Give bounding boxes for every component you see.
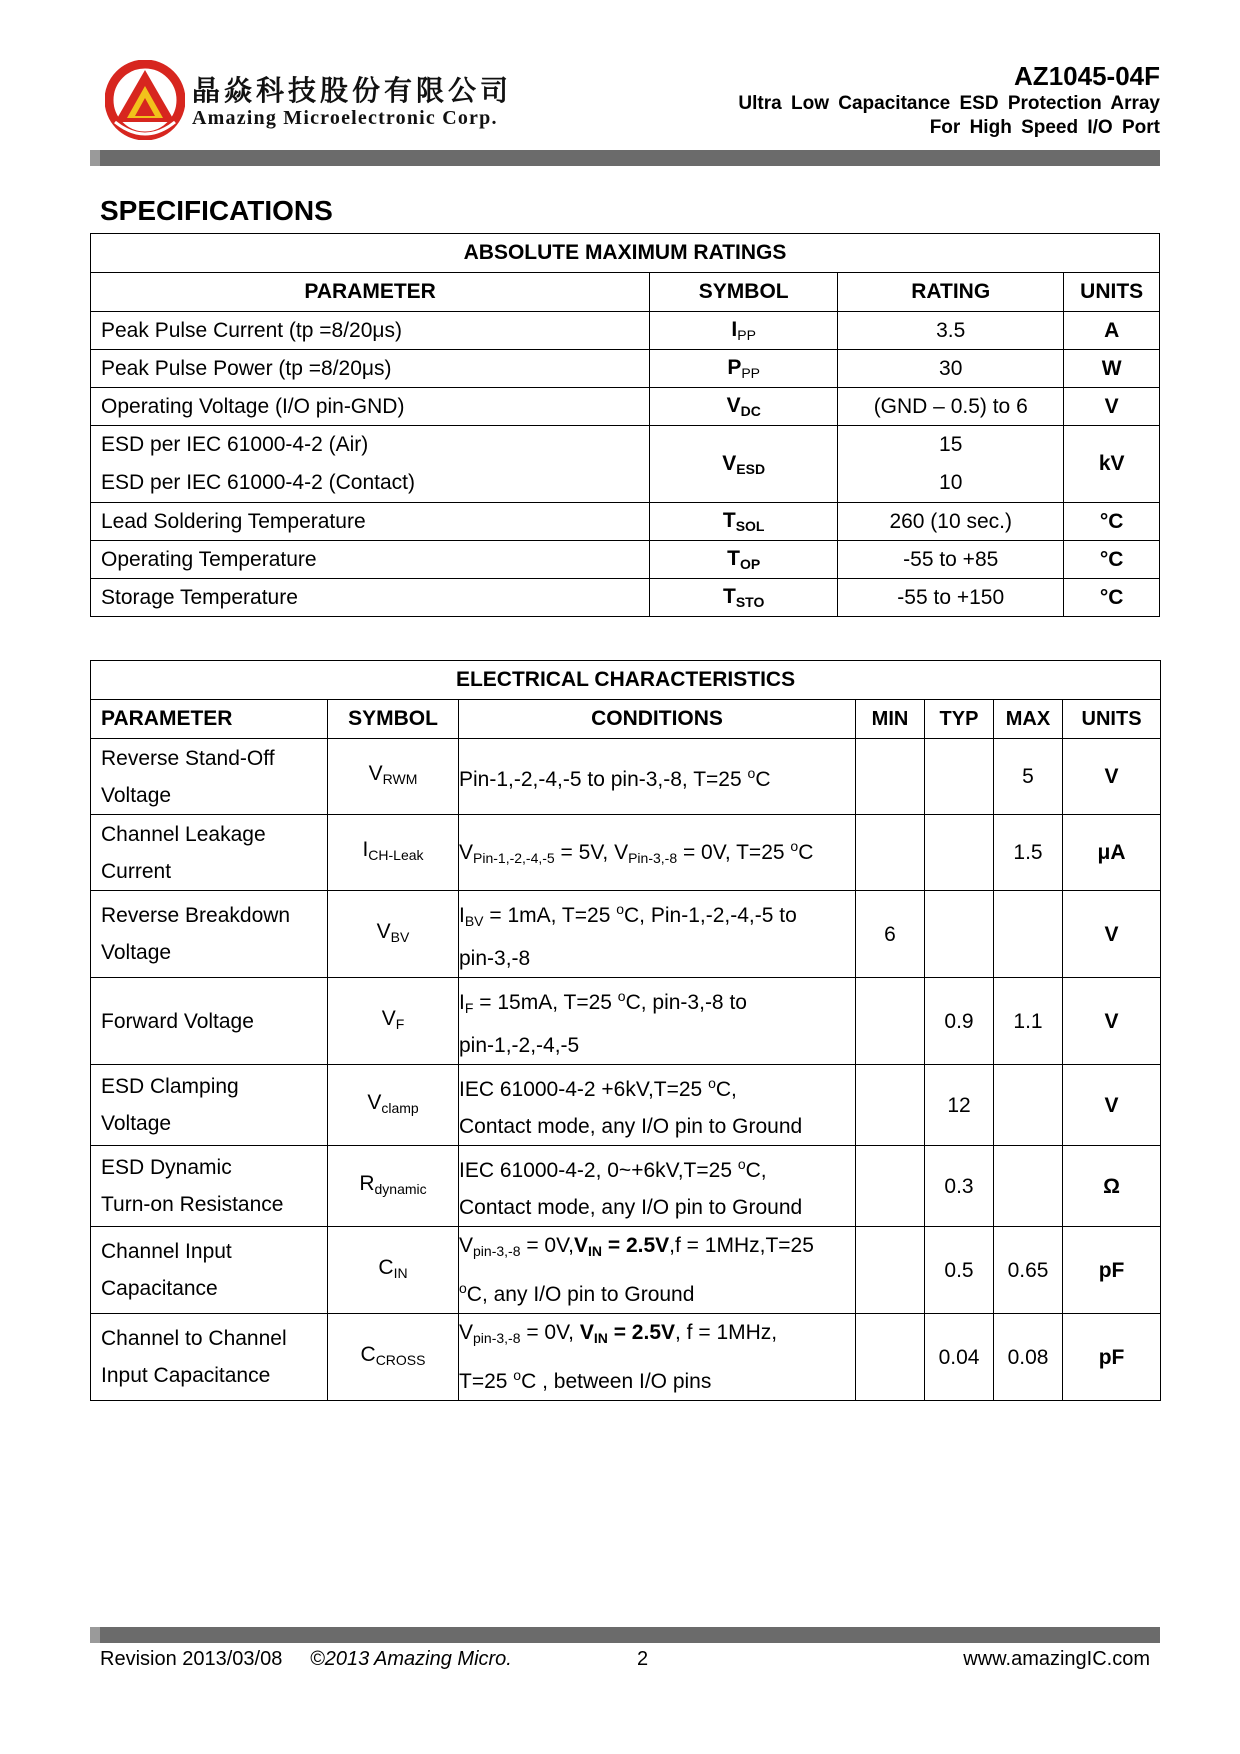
conditions-cell: $I_{BV} = 1mA$, T=25 $^o$C, Pin-1,-2,-4,-5 to pin-3,-8 [459,891,856,978]
table-row [91,503,1160,541]
parameter-cell: ESD Clamping Voltage [91,1065,328,1146]
table-row [91,739,1161,815]
conditions-cell: IEC 61000-4-2 +6kV,T=25 $^o$C, Contact mode, any I/O pin to Ground [459,1065,856,1146]
column-header-typ: TYP [925,700,994,739]
table-row [91,1146,1161,1227]
max-cell: 0.08 [994,1314,1063,1401]
rating-cell: 30 [838,350,1064,388]
parameter-cell: Operating Temperature [91,541,650,579]
table-row [91,579,1160,617]
typ-cell: 0.9 [925,978,994,1065]
unit-cell: μA [1063,815,1161,891]
parameter-cell: Peak Pulse Power (tp =8/20μs) [91,350,650,388]
subtitle-line-1: Ultra Low Capacitance ESD Protection Array [738,93,1160,114]
unit-cell: V [1064,388,1160,426]
conditions-cell: IEC 61000-4-2, 0~+6kV,T=25 $^o$C, Contact mode, any I/O pin to Ground [459,1146,856,1227]
min-cell [856,1314,925,1401]
table-row [91,312,1160,350]
column-header-units: UNITS [1063,700,1161,739]
table-row [91,815,1161,891]
min-cell [856,1065,925,1146]
symbol-cell: $C_{IN}$ [328,1227,459,1314]
typ-cell [925,815,994,891]
symbol-cell: VESD [650,426,838,503]
unit-cell: °C [1064,541,1160,579]
header-divider-bar [90,150,1160,166]
symbol-cell: $C_{CROSS}$ [328,1314,459,1401]
rating-cell: (GND – 0.5) to 6 [838,388,1064,426]
symbol-cell: $R_{dynamic}$ [328,1146,459,1227]
symbol-cell: TOP [650,541,838,579]
min-cell [856,1227,925,1314]
unit-cell: °C [1064,503,1160,541]
unit-cell: A [1064,312,1160,350]
symbol-cell: TSTO [650,579,838,617]
company-name-english: Amazing Microelectronic Corp. [192,107,498,129]
table-row [91,388,1160,426]
symbol-cell: TSOL [650,503,838,541]
table-caption: ABSOLUTE MAXIMUM RATINGS [91,234,1160,273]
min-cell [856,739,925,815]
header-title-block [738,60,1160,140]
column-header-units: UNITS [1064,273,1160,312]
unit-cell: V [1063,891,1161,978]
typ-cell: 12 [925,1065,994,1146]
page-number: 2 [637,1648,649,1670]
symbol-cell: $V_{RWM}$ [328,739,459,815]
parameter-cell: Peak Pulse Current (tp =8/20μs) [91,312,650,350]
parameter-cell: Channel Leakage Current [91,815,328,891]
rating-cell: -55 to +85 [838,541,1064,579]
typ-cell: 0.3 [925,1146,994,1227]
column-header-conditions: CONDITIONS [459,700,856,739]
conditions-cell: $I_F = 15mA$, T=25 $^o$C, pin-3,-8 to pin-1,-2,-4,-5 [459,978,856,1065]
table-row [91,978,1161,1065]
symbol-cell: $V_{clamp}$ [328,1065,459,1146]
column-header-rating: RATING [838,273,1064,312]
min-cell [856,978,925,1065]
parameter-cell: Channel to Channel Input Capacitance [91,1314,328,1401]
parameter-cell: Storage Temperature [91,579,650,617]
conditions-cell: $V_{pin-3,-8} = 0V,V_{IN} = 2.5V,f = 1MHz,T=25$ $^o$C, any I/O pin to Ground [459,1227,856,1314]
unit-cell: pF [1063,1227,1161,1314]
unit-cell: Ω [1063,1146,1161,1227]
max-cell: 0.65 [994,1227,1063,1314]
parameter-cell: Lead Soldering Temperature [91,503,650,541]
min-cell [856,815,925,891]
symbol-cell: $V_{BV}$ [328,891,459,978]
column-header-symbol: SYMBOL [650,273,838,312]
column-header-parameter: PARAMETER [91,273,650,312]
parameter-cell: Reverse Breakdown Voltage [91,891,328,978]
parameter-cell: Channel Input Capacitance [91,1227,328,1314]
typ-cell: 0.5 [925,1227,994,1314]
unit-cell: V [1063,739,1161,815]
table-row [91,1227,1161,1314]
conditions-cell: Pin-1,-2,-4,-5 to pin-3,-8, T=25 $^o$C [459,739,856,815]
typ-cell [925,739,994,815]
max-cell [994,1146,1063,1227]
table-row [91,891,1161,978]
website-link[interactable]: www.amazingIC.com [963,1648,1150,1670]
symbol-cell: $V_F$ [328,978,459,1065]
absolute-maximum-ratings-table [90,233,1160,617]
table-row [91,541,1160,579]
company-logo-icon [105,60,185,140]
electrical-characteristics-table [90,660,1161,1401]
max-cell: 1.1 [994,978,1063,1065]
section-title: SPECIFICATIONS [100,195,333,226]
parameter-cell: Operating Voltage (I/O pin-GND) [91,388,650,426]
rating-cell: 260 (10 sec.) [838,503,1064,541]
conditions-cell: $V_{pin-3,-8} = 0V$, $V_{IN} = 2.5V$, f = 1MHz, T=25 $^o$C , between I/O pins [459,1314,856,1401]
rating-cell: -55 to +150 [838,579,1064,617]
table-row [91,426,1160,503]
column-header-min: MIN [856,700,925,739]
unit-cell: pF [1063,1314,1161,1401]
table-row [91,1314,1161,1401]
max-cell: 1.5 [994,815,1063,891]
max-cell [994,891,1063,978]
conditions-cell: $V_{Pin-1,-2,-4,-5} = 5V$, $V_{Pin-3,-8} = 0V$, T=25 $^o$C [459,815,856,891]
typ-cell: 0.04 [925,1314,994,1401]
column-header-parameter: PARAMETER [91,700,328,739]
table-row [91,350,1160,388]
symbol-cell: $I_{CH-Leak}$ [328,815,459,891]
column-header-symbol: SYMBOL [328,700,459,739]
symbol-cell: IPP [650,312,838,350]
table-caption: ELECTRICAL CHARACTERISTICS [91,661,1161,700]
company-name-chinese: 晶焱科技股份有限公司 [192,74,513,107]
unit-cell: V [1063,1065,1161,1146]
parameter-cell: Reverse Stand-Off Voltage [91,739,328,815]
parameter-cell: Forward Voltage [91,978,328,1065]
subtitle-line-2: For High Speed I/O Port [929,117,1160,138]
page-header [90,55,1160,150]
unit-cell: W [1064,350,1160,388]
parameter-cell: ESD per IEC 61000-4-2 (Air) ESD per IEC 61000-4-2 (Contact) [91,426,650,503]
footer-divider-bar [90,1627,1160,1643]
copyright: ©2013 Amazing Micro. [310,1648,512,1670]
unit-cell: kV [1064,426,1160,503]
unit-cell: V [1063,978,1161,1065]
symbol-cell: VDC [650,388,838,426]
table-row [91,1065,1161,1146]
revision-date: Revision 2013/03/08 [100,1648,283,1670]
min-cell: 6 [856,891,925,978]
parameter-cell: ESD Dynamic Turn-on Resistance [91,1146,328,1227]
typ-cell [925,891,994,978]
max-cell: 5 [994,739,1063,815]
rating-cell: 15 10 [838,426,1064,503]
part-number: AZ1045-04F [1014,61,1160,91]
max-cell [994,1065,1063,1146]
unit-cell: °C [1064,579,1160,617]
column-header-max: MAX [994,700,1063,739]
min-cell [856,1146,925,1227]
symbol-cell: PPP [650,350,838,388]
rating-cell: 3.5 [838,312,1064,350]
